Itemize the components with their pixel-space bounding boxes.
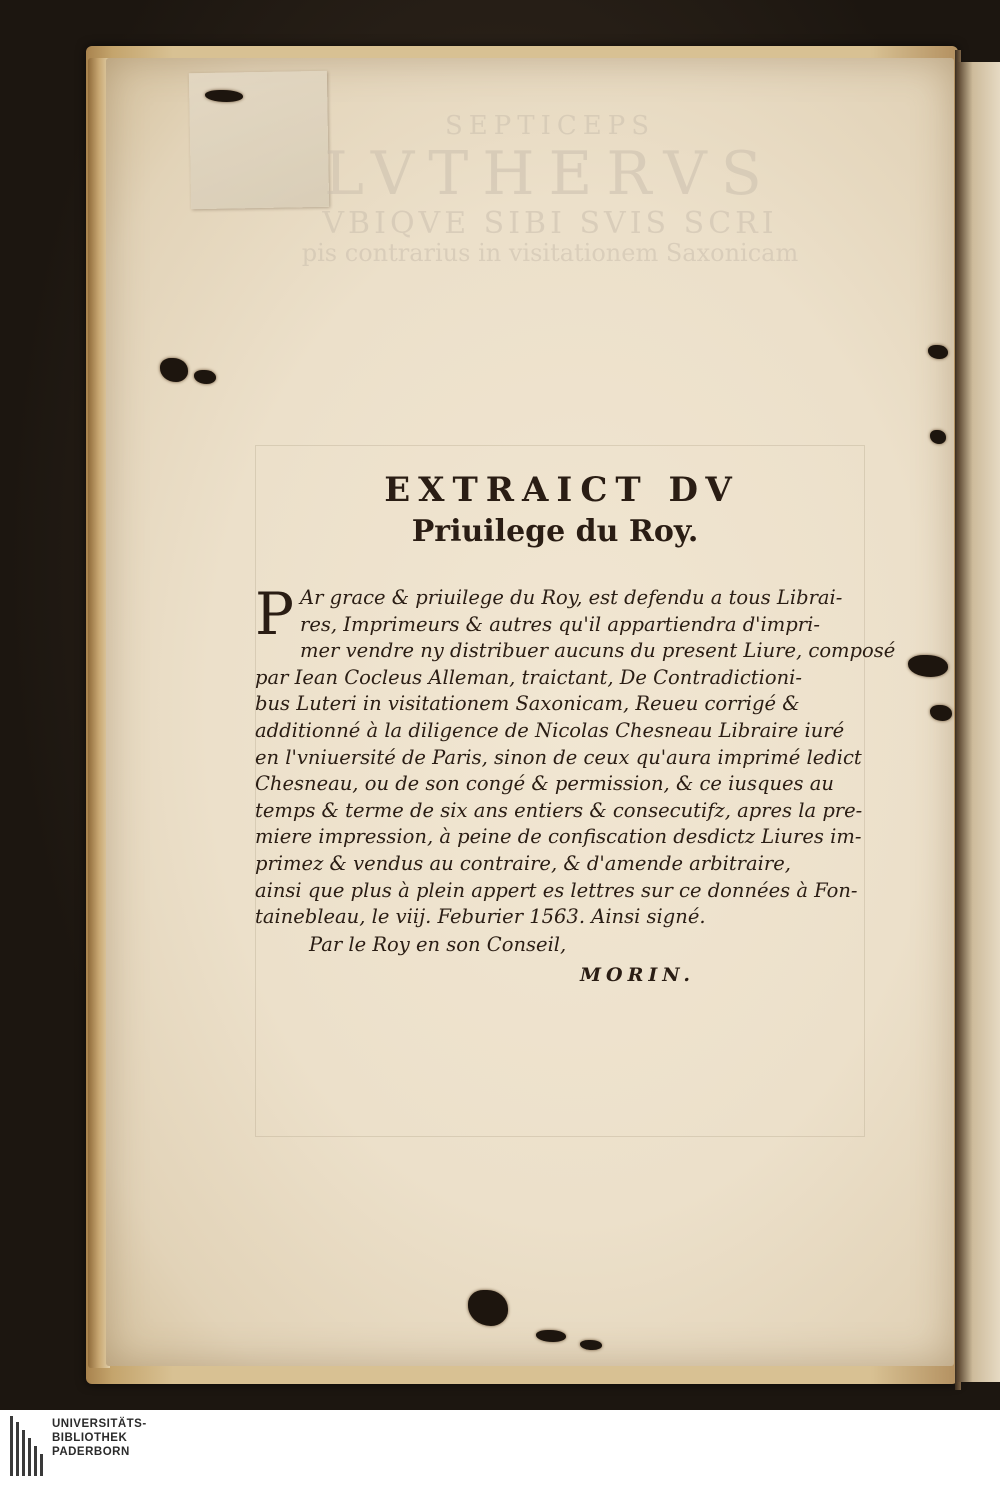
library-name-line: PADERBORN bbox=[52, 1446, 130, 1458]
text-line: bus Luteri in visitationem Saxonicam, Reueu corrigé & bbox=[255, 692, 800, 716]
text-line: mer vendre ny distribuer aucuns du present Liure, composé bbox=[300, 639, 896, 663]
library-name-line: UNIVERSITÄTS- bbox=[52, 1418, 147, 1430]
text-line: en l'vniuersité de Paris, sinon de ceux qu'aura imprimé ledict bbox=[255, 745, 862, 769]
library-logo-text bbox=[52, 1417, 147, 1459]
text-line: tainebleau, le viij. Feburier 1563. Ainsi signé. bbox=[255, 905, 706, 929]
signoff-line: Par le Roy en son Conseil, bbox=[309, 932, 567, 956]
text-line: Chesneau, ou de son congé & permission, & ce iusques au bbox=[255, 772, 834, 796]
text-line: ainsi que plus à plein appert es lettres sur ce données à Fon- bbox=[255, 878, 858, 902]
paper-damage-hole bbox=[194, 370, 216, 384]
paper-damage-hole bbox=[580, 1340, 602, 1350]
signature: MORIN. bbox=[580, 963, 696, 986]
text-line: additionné à la diligence de Nicolas Chesneau Libraire iuré bbox=[255, 718, 845, 742]
text-line: res, Imprimeurs & autres qu'il appartiendra d'impri- bbox=[300, 612, 820, 636]
text-line: primez & vendus au contraire, & d'amende arbitraire, bbox=[255, 851, 791, 875]
drop-cap: P bbox=[255, 580, 295, 648]
paper-damage-hole bbox=[928, 345, 948, 359]
text-line: temps & terme de six ans entiers & consecutifz, apres la pre- bbox=[255, 798, 863, 822]
paper-damage-hole bbox=[160, 358, 188, 382]
library-name-line: BIBLIOTHEK bbox=[52, 1432, 128, 1444]
extract-subtitle: Priuilege du Roy. bbox=[411, 514, 699, 549]
extract-title: EXTRAICT DV bbox=[384, 470, 740, 510]
facing-page-edge bbox=[958, 62, 1000, 1382]
privilege-extract bbox=[255, 470, 896, 986]
text-line: par Iean Cocleus Alleman, traictant, De Contradictioni- bbox=[255, 665, 802, 689]
paper-damage-hole bbox=[930, 430, 946, 444]
text-line: miere impression, à peine de confiscation desdictz Liures im- bbox=[255, 825, 862, 849]
library-logo-icon bbox=[10, 1416, 44, 1476]
text-line: Ar grace & priuilege du Roy, est defendu a tous Librai- bbox=[300, 586, 843, 609]
privilege-text bbox=[255, 580, 896, 931]
paper-damage-hole bbox=[930, 705, 952, 721]
footer-bar bbox=[0, 1410, 1000, 1497]
show-through-text: SEPTICEPS LVTHERVS VBIQVE SIBI SVIS SCRI pis contrarius in visitationem Saxonicam bbox=[301, 111, 799, 267]
